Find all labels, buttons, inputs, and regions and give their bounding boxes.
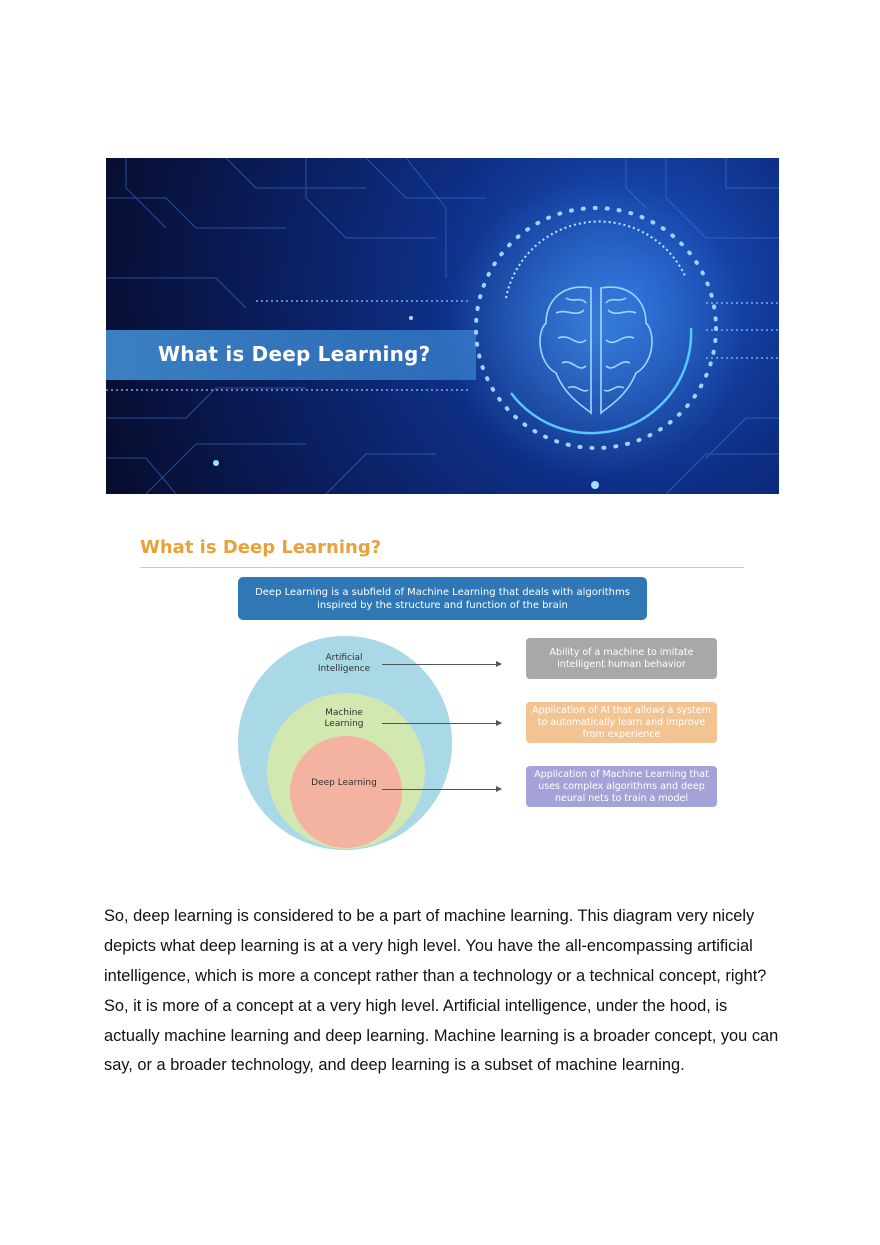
dl-description-box: Application of Machine Learning that uses complex algorithms and deep neural nets to train a model (526, 766, 717, 807)
deep-learning-infographic (106, 525, 779, 855)
dl-label: Deep Learning (311, 778, 377, 788)
title-divider (140, 567, 744, 568)
dl-circle (290, 736, 402, 848)
ml-label: Machine Learning (324, 708, 364, 729)
body-paragraph: So, deep learning is considered to be a part of machine learning. This diagram very nicely depicts what deep learning is at a very high level. You have the all-encompassing artificial intelligence, which is more a concept rather than a technology or a technical concept, right? So, it is more of a concept at a very high level. Artificial intelligence, under the hood, is actually machine learning and deep learning. Machine learning is a broader concept, you can say, or a broader technology, and deep learning is a subset of machine learning. (104, 907, 779, 1075)
infographic-title: What is Deep Learning? (140, 537, 382, 558)
ai-label: Artificial Intelligence (317, 653, 371, 674)
circuit-brain-graphic (106, 158, 779, 494)
ml-description-box: Application of AI that allows a system to automatically learn and improve from experience (526, 702, 717, 743)
banner-title: What is Deep Learning? (158, 342, 431, 366)
dl-arrow (382, 789, 501, 790)
ml-arrow (382, 723, 501, 724)
ai-description-box: Ability of a machine to imitate intelligent human behavior (526, 638, 717, 679)
definition-box: Deep Learning is a subfield of Machine Learning that deals with algorithms inspired by the structure and function of the brain (238, 577, 647, 620)
ai-arrow (382, 664, 501, 665)
banner-image (106, 158, 779, 494)
